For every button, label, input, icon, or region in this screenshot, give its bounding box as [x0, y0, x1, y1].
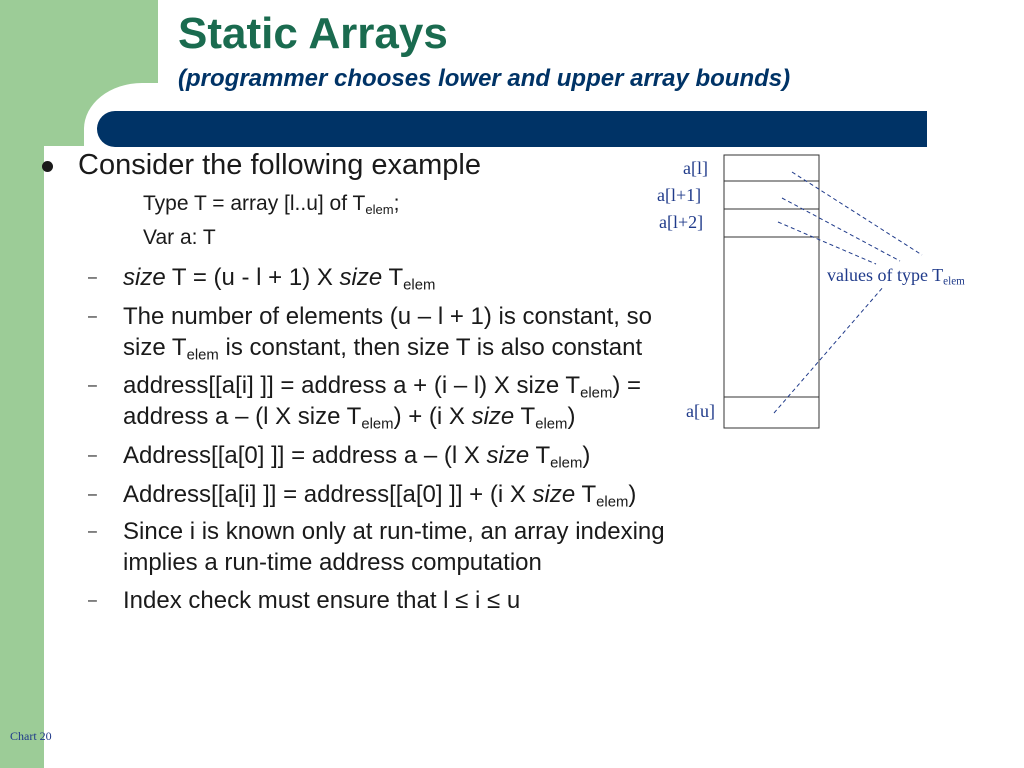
cell-label-a-l-plus-1: a[l+1] — [657, 185, 702, 205]
slide-subtitle: (programmer chooses lower and upper array bounds) — [178, 65, 791, 92]
dash-icon: – — [88, 523, 97, 540]
main-bullet-text: Consider the following example — [78, 149, 481, 181]
cell-label-a-l-plus-2: a[l+2] — [659, 212, 704, 232]
dash-icon: – — [88, 486, 97, 503]
list-item: – The number of elements (u – l + 1) is constant, so size $T_{elem}$ is constant, then size T is also constant — [88, 303, 652, 364]
slide-footer: Chart 20 — [10, 729, 52, 743]
code-line-var: Var a: T — [143, 226, 216, 249]
dash-icon: – — [88, 377, 97, 394]
list-item: – Index check must ensure that l ≤ i ≤ u — [88, 587, 521, 614]
dash-icon: – — [88, 447, 97, 464]
dash-icon: – — [88, 308, 97, 325]
list-item: – Address[[a[i] ]] = address[[a[0] ]] + (i X size $T_{elem}$) — [88, 481, 637, 511]
cell-label-a-u: a[u] — [686, 401, 715, 421]
array-box — [724, 155, 819, 428]
pointer-line — [778, 222, 876, 264]
list-item: – Address[[a[0] ]] = address a – (l X size $T_{elem}$) — [88, 442, 591, 472]
pointer-line — [792, 172, 922, 255]
code-line-type: Type T = array [l..u] of $T_{elem}$; — [143, 192, 400, 217]
list-item: – size T = (u - l + 1) X size $T_{elem}$ — [88, 264, 436, 294]
list-item: – address[[a[i] ]] = address a + (i – l) X size $T_{elem}$) = address a – (l X size $T_{elem}) + (i$ X size $T_{elem}$) — [88, 372, 642, 433]
list-item: – Since i is known only at run-time, an array indexing implies a run-time address computation — [88, 518, 665, 576]
values-of-type-label: values of type $T_{elem}$ — [827, 265, 965, 288]
dash-icon: – — [88, 592, 97, 609]
cell-label-a-l: a[l] — [683, 158, 708, 178]
dash-icon: – — [88, 269, 97, 286]
slide-title: Static Arrays — [178, 9, 448, 58]
pointer-line — [774, 286, 884, 413]
